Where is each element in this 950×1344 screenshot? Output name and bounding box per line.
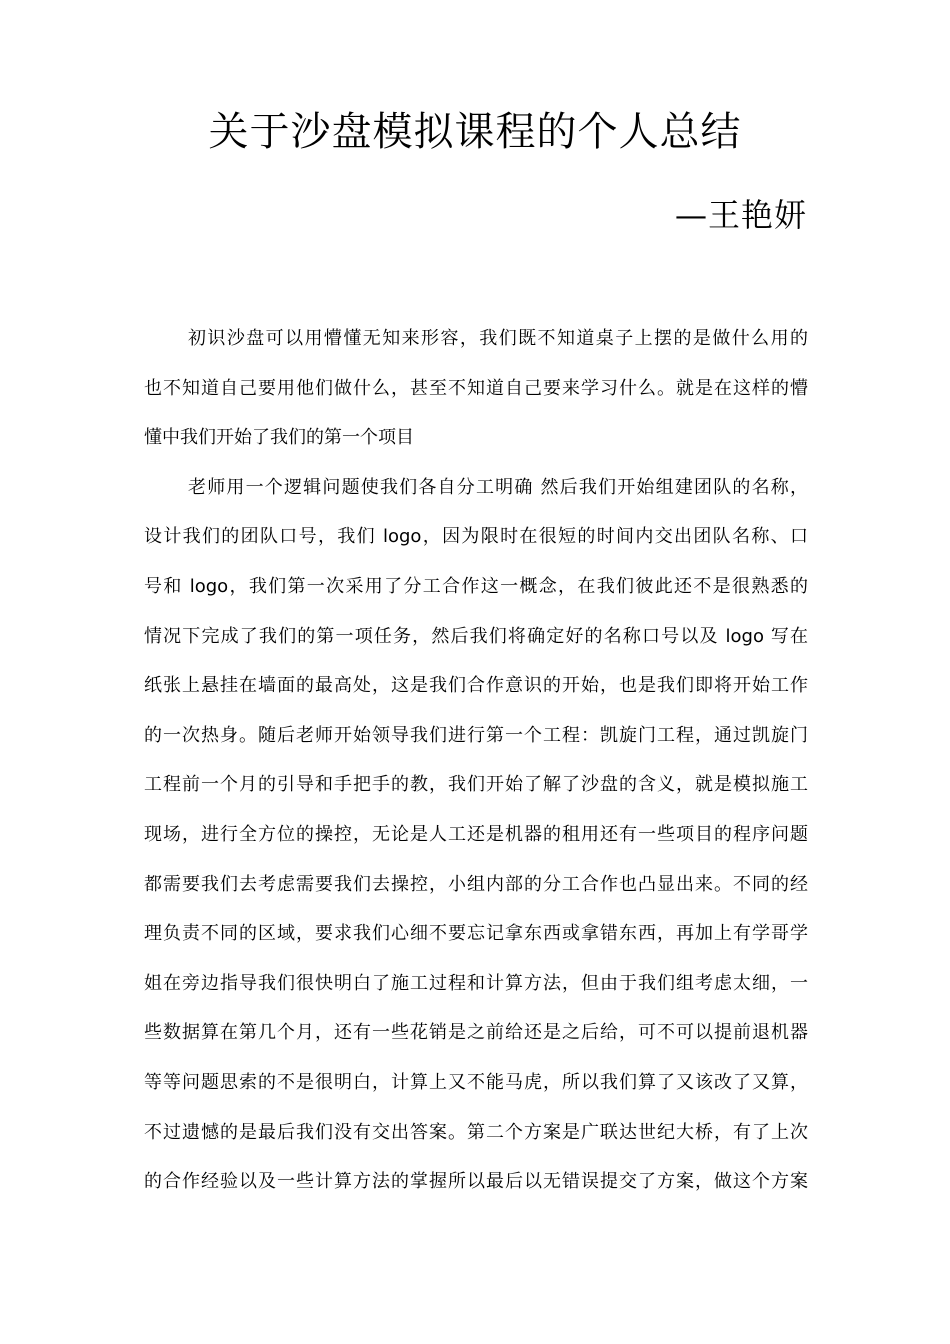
paragraph-1-line-2: 也不知道自己要用他们做什么，甚至不知道自己要来学习什么。就是在这样的懵	[144, 377, 808, 399]
paragraph-2-line-2: 设计我们的团队口号，我们 logo，因为限时在很短的时间内交出团队名称、口	[144, 526, 808, 548]
paragraph-1-line-3: 懂中我们开始了我们的第一个项目	[144, 427, 414, 449]
paragraph-2-line-5: 纸张上悬挂在墙面的最高处，这是我们合作意识的开始，也是我们即将开始工作	[144, 675, 808, 697]
paragraph-2-line-9: 都需要我们去考虑需要我们去操控，小组内部的分工合作也凸显出来。不同的经	[144, 873, 808, 895]
paragraph-2-line-13: 等等问题思索的不是很明白，计算上又不能马虎，所以我们算了又该改了又算，	[144, 1071, 808, 1093]
paragraph-2-line-12: 些数据算在第几个月，还有一些花销是之前给还是之后给，可不可以提前退机器	[144, 1022, 808, 1044]
paragraph-2-line-4: 情况下完成了我们的第一项任务，然后我们将确定好的名称口号以及 logo 写在	[144, 625, 808, 647]
paragraph-1-line-1: 初识沙盘可以用懵懂无知来形容，我们既不知道桌子上摆的是做什么用的	[188, 328, 808, 349]
document-body	[144, 314, 808, 1207]
author-name: —王艳妍	[674, 196, 807, 234]
paragraph-2-line-8: 现场，进行全方位的操控，无论是人工还是机器的租用还有一些项目的程序问题	[144, 823, 808, 845]
paragraph-2-line-15: 的合作经验以及一些计算方法的掌握所以最后以无错误提交了方案，做这个方案	[144, 1171, 808, 1193]
paragraph-2-line-14: 不过遗憾的是最后我们没有交出答案。第二个方案是广联达世纪大桥，有了上次	[144, 1121, 808, 1143]
document-title: 关于沙盘模拟课程的个人总结	[208, 109, 742, 155]
paragraph-2-line-7: 工程前一个月的引导和手把手的教，我们开始了解了沙盘的含义，就是模拟施工	[144, 774, 808, 796]
paragraph-2-line-1: 老师用一个逻辑问题使我们各自分工明确 然后我们开始组建团队的名称，	[188, 476, 808, 498]
paragraph-2-line-11: 姐在旁边指导我们很快明白了施工过程和计算方法，但由于我们组考虑太细，一	[144, 972, 808, 994]
paragraph-2-line-3: 号和 logo，我们第一次采用了分工合作这一概念，在我们彼此还不是很熟悉的	[144, 575, 808, 597]
paragraph-2-line-10: 理负责不同的区域，要求我们心细不要忘记拿东西或拿错东西，再加上有学哥学	[144, 923, 808, 945]
paragraph-2-line-6: 的一次热身。随后老师开始领导我们进行第一个工程：凯旋门工程，通过凯旋门	[144, 724, 808, 746]
